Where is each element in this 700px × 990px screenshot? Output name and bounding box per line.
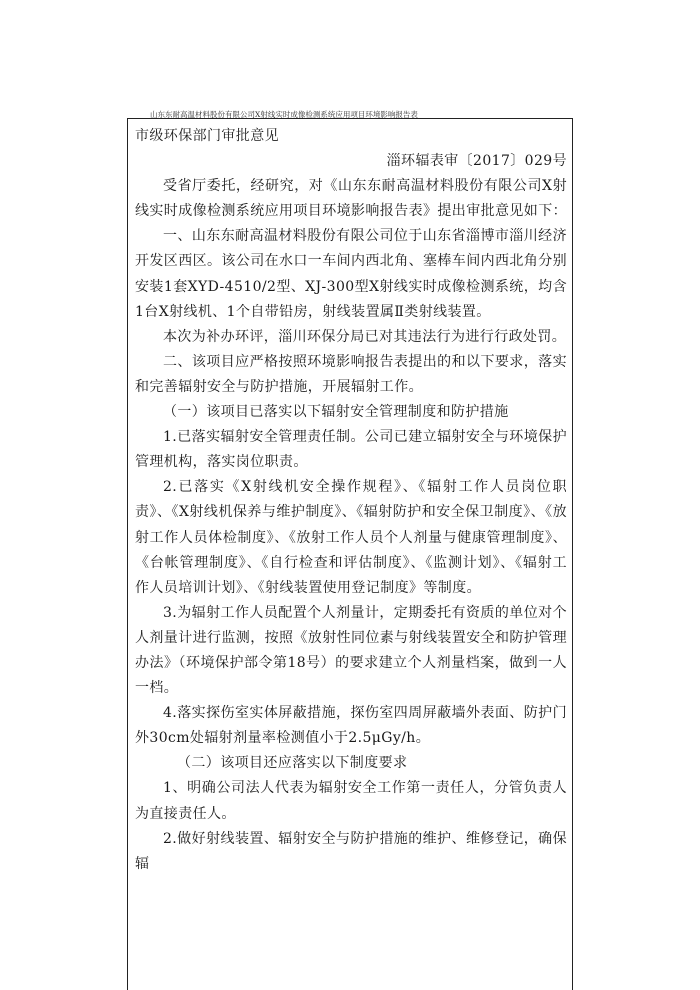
paragraph-item-1: 一、山东东耐高温材料股份有限公司位于山东省淄博市淄川经济开发区西区。该公司在水口一车间内西北角、塞棒车间内西北角分别安装1套XYD-4510/2型、XJ-300型X射线实时成像检测系统，均含1台X射线机、1个自带铅房，射线装置属Ⅱ类射线装置。: [135, 228, 567, 320]
approval-content: [135, 124, 567, 877]
subsection-1-title: （一）该项目已落实以下辐射安全管理制度和防护措施: [163, 404, 509, 421]
section-title: 市级环保部门审批意见: [135, 128, 279, 144]
paragraph-2-2: 2.做好射线装置、辐射安全与防护措施的维护、维修登记，确保辐: [135, 830, 567, 872]
paragraph-1-4: 4.落实探伤室实体屏蔽措施，探伤室四周屏蔽墙外表面、防护门外30cm处辐射剂量率检测值小于2.5μGy/h。: [135, 705, 567, 747]
paragraph-2-1: 1、明确公司法人代表为辐射安全工作第一责任人，分管负责人为直接责任人。: [135, 780, 567, 822]
report-header: 山东东耐高温材料股份有限公司X射线实时成像检测系统应用项目环境影响报告表: [150, 110, 418, 119]
subsection-2-title: （二）该项目还应落实以下制度要求: [177, 755, 408, 772]
paragraph-intro: 受省厅委托，经研究，对《山东东耐高温材料股份有限公司X射线实时成像检测系统应用项目环境影响报告表》提出审批意见如下：: [135, 178, 567, 220]
paragraph-item-2: 二、该项目应严格按照环境影响报告表提出的和以下要求，落实和完善辐射安全与防护措施，开展辐射工作。: [135, 353, 567, 395]
paragraph-1-3: 3.为辐射工作人员配置个人剂量计，定期委托有资质的单位对个人剂量计进行监测，按照《放射性同位素与射线装置安全和防护管理办法》（环境保护部令第18号）的要求建立个人剂量档案，做到一人一档。: [135, 604, 567, 697]
paragraph-penalty: 本次为补办环评，淄川环保分局已对其违法行为进行行政处罚。: [163, 328, 567, 345]
paragraph-1-1: 1.已落实辐射安全管理责任制。公司已建立辐射安全与环境保护管理机构，落实岗位职责。: [135, 429, 567, 471]
paragraph-1-2: 2.已落实《X射线机安全操作规程》、《辐射工作人员岗位职责》、《X射线机保养与维护制度》、《辐射防护和安全保卫制度》、《放射工作人员体检制度》、《放射工作人员个人剂量与健康管理制度》、《台帐管理制度》、《自行检查和评估制度》、《监测计划》、《辐射工作人员培训计划》、《射线装置使用登记制度》等制度。: [135, 479, 567, 596]
reference-number: 淄环辐表审〔2017〕029号: [386, 153, 567, 170]
